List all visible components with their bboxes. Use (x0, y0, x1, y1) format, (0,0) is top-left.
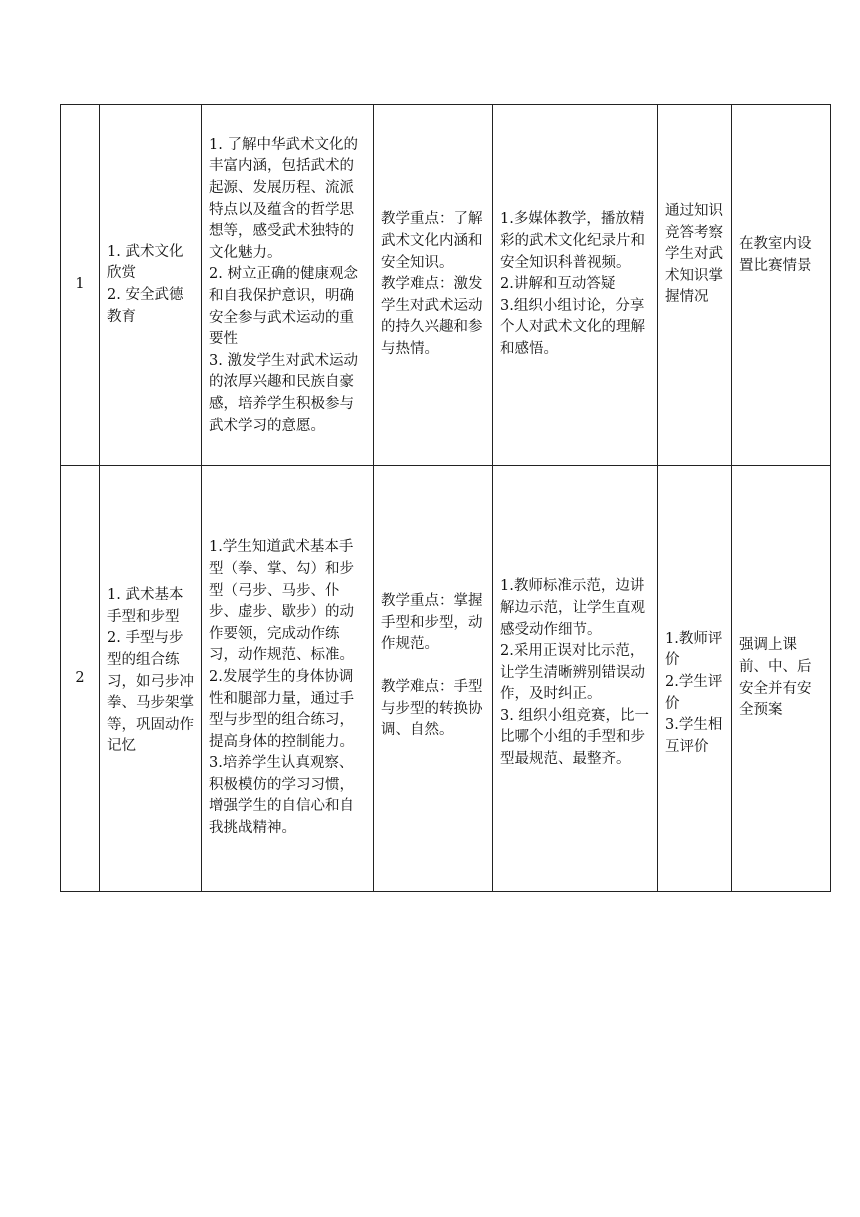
evaluation-line: 1.教师评价 (665, 630, 723, 669)
difficulty: 教学难点：手型与步型的转换协调、自然。 (381, 679, 483, 739)
difficulty: 教学难点：激发学生对武术运动的持久兴趣和参与热情。 (381, 276, 483, 357)
method-line: 1.教师标准示范，边讲解边示范，让学生直观感受动作细节。 (500, 578, 645, 638)
table-row (61, 105, 831, 466)
content-line: 2. 安全武德教育 (107, 287, 184, 325)
notes-text: 强调上课前、中、后安全并有安全预案 (739, 637, 812, 719)
goals-cell (202, 105, 374, 466)
evaluation-line: 3.学生相互评价 (665, 717, 723, 755)
method-line: 2.采用正误对比示范，让学生清晰辨别错误动作，及时纠正。 (500, 643, 645, 703)
method-line: 3.组织小组讨论，分享个人对武术文化的理解和感悟。 (500, 297, 645, 357)
method-line: 3. 组织小组竞赛，比一比哪个小组的手型和步型最规范、最整齐。 (500, 707, 649, 768)
key-difficulty-cell (374, 466, 493, 892)
content-line: 1. 武术基本手型和步型 (107, 587, 184, 625)
content-line: 1. 武术文化欣赏 (107, 243, 184, 282)
table-row (61, 466, 831, 892)
evaluation-cell (658, 105, 732, 466)
method-line: 2.讲解和互动答疑 (500, 276, 616, 293)
row-index: 2 (61, 466, 100, 892)
notes-cell (732, 105, 831, 466)
content-line: 2. 手型与步型的组合练习，如弓步冲拳、马步架掌等，巩固动作记忆 (107, 630, 194, 755)
goal-line: 1. 了解中华武术文化的丰富内涵，包括武术的起源、发展历程、流派特点以及蕴含的哲学思想等，感受武术独特的文化魅力。 (209, 136, 358, 261)
evaluation-line: 2.学生评价 (665, 673, 723, 712)
key-point: 教学重点：了解武术文化内涵和安全知识。 (381, 211, 483, 271)
methods-cell (493, 466, 658, 892)
lesson-plan-table (60, 104, 831, 892)
notes-cell (732, 466, 831, 892)
goal-line: 3.培养学生认真观察、积极模仿的学习习惯，增强学生的自信心和自我挑战精神。 (209, 755, 354, 837)
goal-line: 2.发展学生的身体协调性和腿部力量，通过手型与步型的组合练习，提高身体的控制能力。 (209, 668, 354, 750)
key-point: 教学重点：掌握手型和步型，动作规范。 (381, 592, 483, 653)
notes-text: 在教室内设置比赛情景 (739, 236, 812, 274)
content-cell (100, 466, 202, 892)
evaluation-cell (658, 466, 732, 892)
spacer (381, 656, 485, 678)
methods-cell (493, 105, 658, 466)
key-difficulty-cell (374, 105, 493, 466)
method-line: 1.多媒体教学，播放精彩的武术文化纪录片和安全知识科普视频。 (500, 211, 645, 271)
goal-line: 1.学生知道武术基本手型（拳、掌、勾）和步型（弓步、马步、仆步、虚步、歇步）的动作要领，完成动作练习，动作规范、标准。 (209, 539, 354, 664)
goals-cell (202, 466, 374, 892)
content-cell (100, 105, 202, 466)
row-index: 1 (61, 105, 100, 466)
goal-line: 2. 树立正确的健康观念和自我保护意识，明确安全参与武术运动的重要性 (209, 266, 358, 348)
goal-line: 3. 激发学生对武术运动的浓厚兴趣和民族自豪感，培养学生积极参与武术学习的意愿。 (209, 352, 358, 434)
evaluation-line: 通过知识竞答考察学生对武术知识掌握情况 (665, 203, 723, 306)
